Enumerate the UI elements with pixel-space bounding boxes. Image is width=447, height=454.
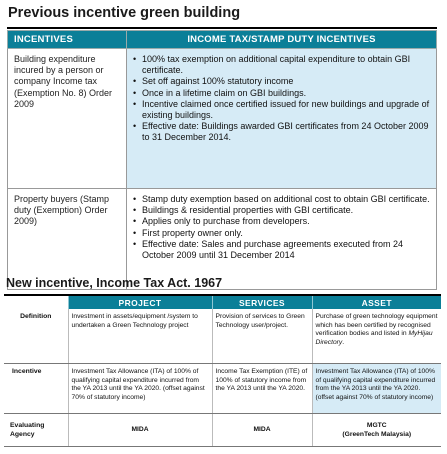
cell-project: MIDA — [68, 414, 212, 447]
table-header-row — [8, 31, 437, 49]
cell-asset: MGTC (GreenTech Malaysia) — [312, 414, 441, 447]
section-title-new: New incentive, Income Tax Act. 1967 — [6, 276, 223, 290]
list-item: • 100% tax exemption on additional capital expenditure to obtain GBI certificate. — [133, 54, 411, 76]
table-row — [8, 189, 437, 290]
column-header-empty — [4, 296, 68, 309]
table-row — [4, 364, 441, 414]
table-row — [4, 414, 441, 447]
list-item: • Effective date: Sales and purchase agreements executed from 24 October 2009 until 31 December 2014 — [133, 238, 403, 261]
previous-incentive-table — [7, 30, 437, 290]
table-row — [4, 309, 441, 364]
incentive-details — [127, 49, 437, 189]
table-row — [8, 49, 437, 189]
title-rule — [7, 27, 437, 29]
list-item: • Effective date: Buildings awarded GBI certificates from 24 October 2009 to 31 December 2014. — [133, 121, 429, 143]
column-header-asset: ASSET — [312, 296, 441, 309]
section-title-previous: Previous incentive green building — [8, 5, 241, 21]
row-label: Definition — [4, 309, 68, 364]
cell-asset: Investment Tax Allowance (ITA) of 100% of qualifying capital expenditure incurred from the YA 2013 until the YA 2020. (offset against 70% of statutory income) — [312, 364, 441, 414]
cell-project: Investment in assets/equipment /system to undertaken a Green Technology project — [68, 309, 212, 364]
column-header-services: SERVICES — [212, 296, 312, 309]
row-label: Property buyers (Stamp duty (Exemption) Order 2009) — [8, 189, 127, 290]
list-item: • First property owner only. — [133, 227, 243, 238]
column-header-incentives: INCENTIVES — [8, 31, 127, 49]
cell-project: Investment Tax Allowance (ITA) of 100% of qualifying capital expenditure incurred from the YA 2013 until the YA 2020. (offset against 70% of statutory income) — [68, 364, 212, 414]
table-header-row — [4, 296, 441, 309]
column-header-tax-incentives: INCOME TAX/STAMP DUTY INCENTIVES — [127, 31, 437, 49]
new-incentive-table — [4, 296, 441, 447]
row-label: Building expenditure incured by a person or company Income tax (Exemption No. 8) Order 2009 — [8, 49, 127, 189]
row-label: Evaluating Agency — [4, 414, 68, 447]
list-item: • Applies only to purchase from developers. — [133, 216, 310, 227]
cell-services: Provision of services to Green Technology user/project. — [212, 309, 312, 364]
incentive-details — [127, 189, 437, 290]
column-header-project: PROJECT — [68, 296, 212, 309]
cell-services: Income Tax Exemption (ITE) of 100% of statutory income from the YA 2013 until the YA 2020. — [212, 364, 312, 414]
list-item: • Buildings & residential properties with GBI certificate. — [133, 205, 354, 216]
list-item: • Set off against 100% statutory income — [133, 76, 294, 87]
list-item: • Stamp duty exemption based on additional cost to obtain GBI certificate. — [133, 194, 430, 204]
cell-asset: Purchase of green technology equipment which has been certified by recognised verification bodies and listed in MyHijau Directory. — [312, 309, 441, 364]
list-item: • Incentive claimed once certified issued for new buildings and upgrade of existing buildings. — [133, 98, 430, 121]
row-label: Incentive — [4, 364, 68, 414]
cell-services: MIDA — [212, 414, 312, 447]
list-item: • Once in a lifetime claim on GBI buildings. — [133, 87, 307, 98]
